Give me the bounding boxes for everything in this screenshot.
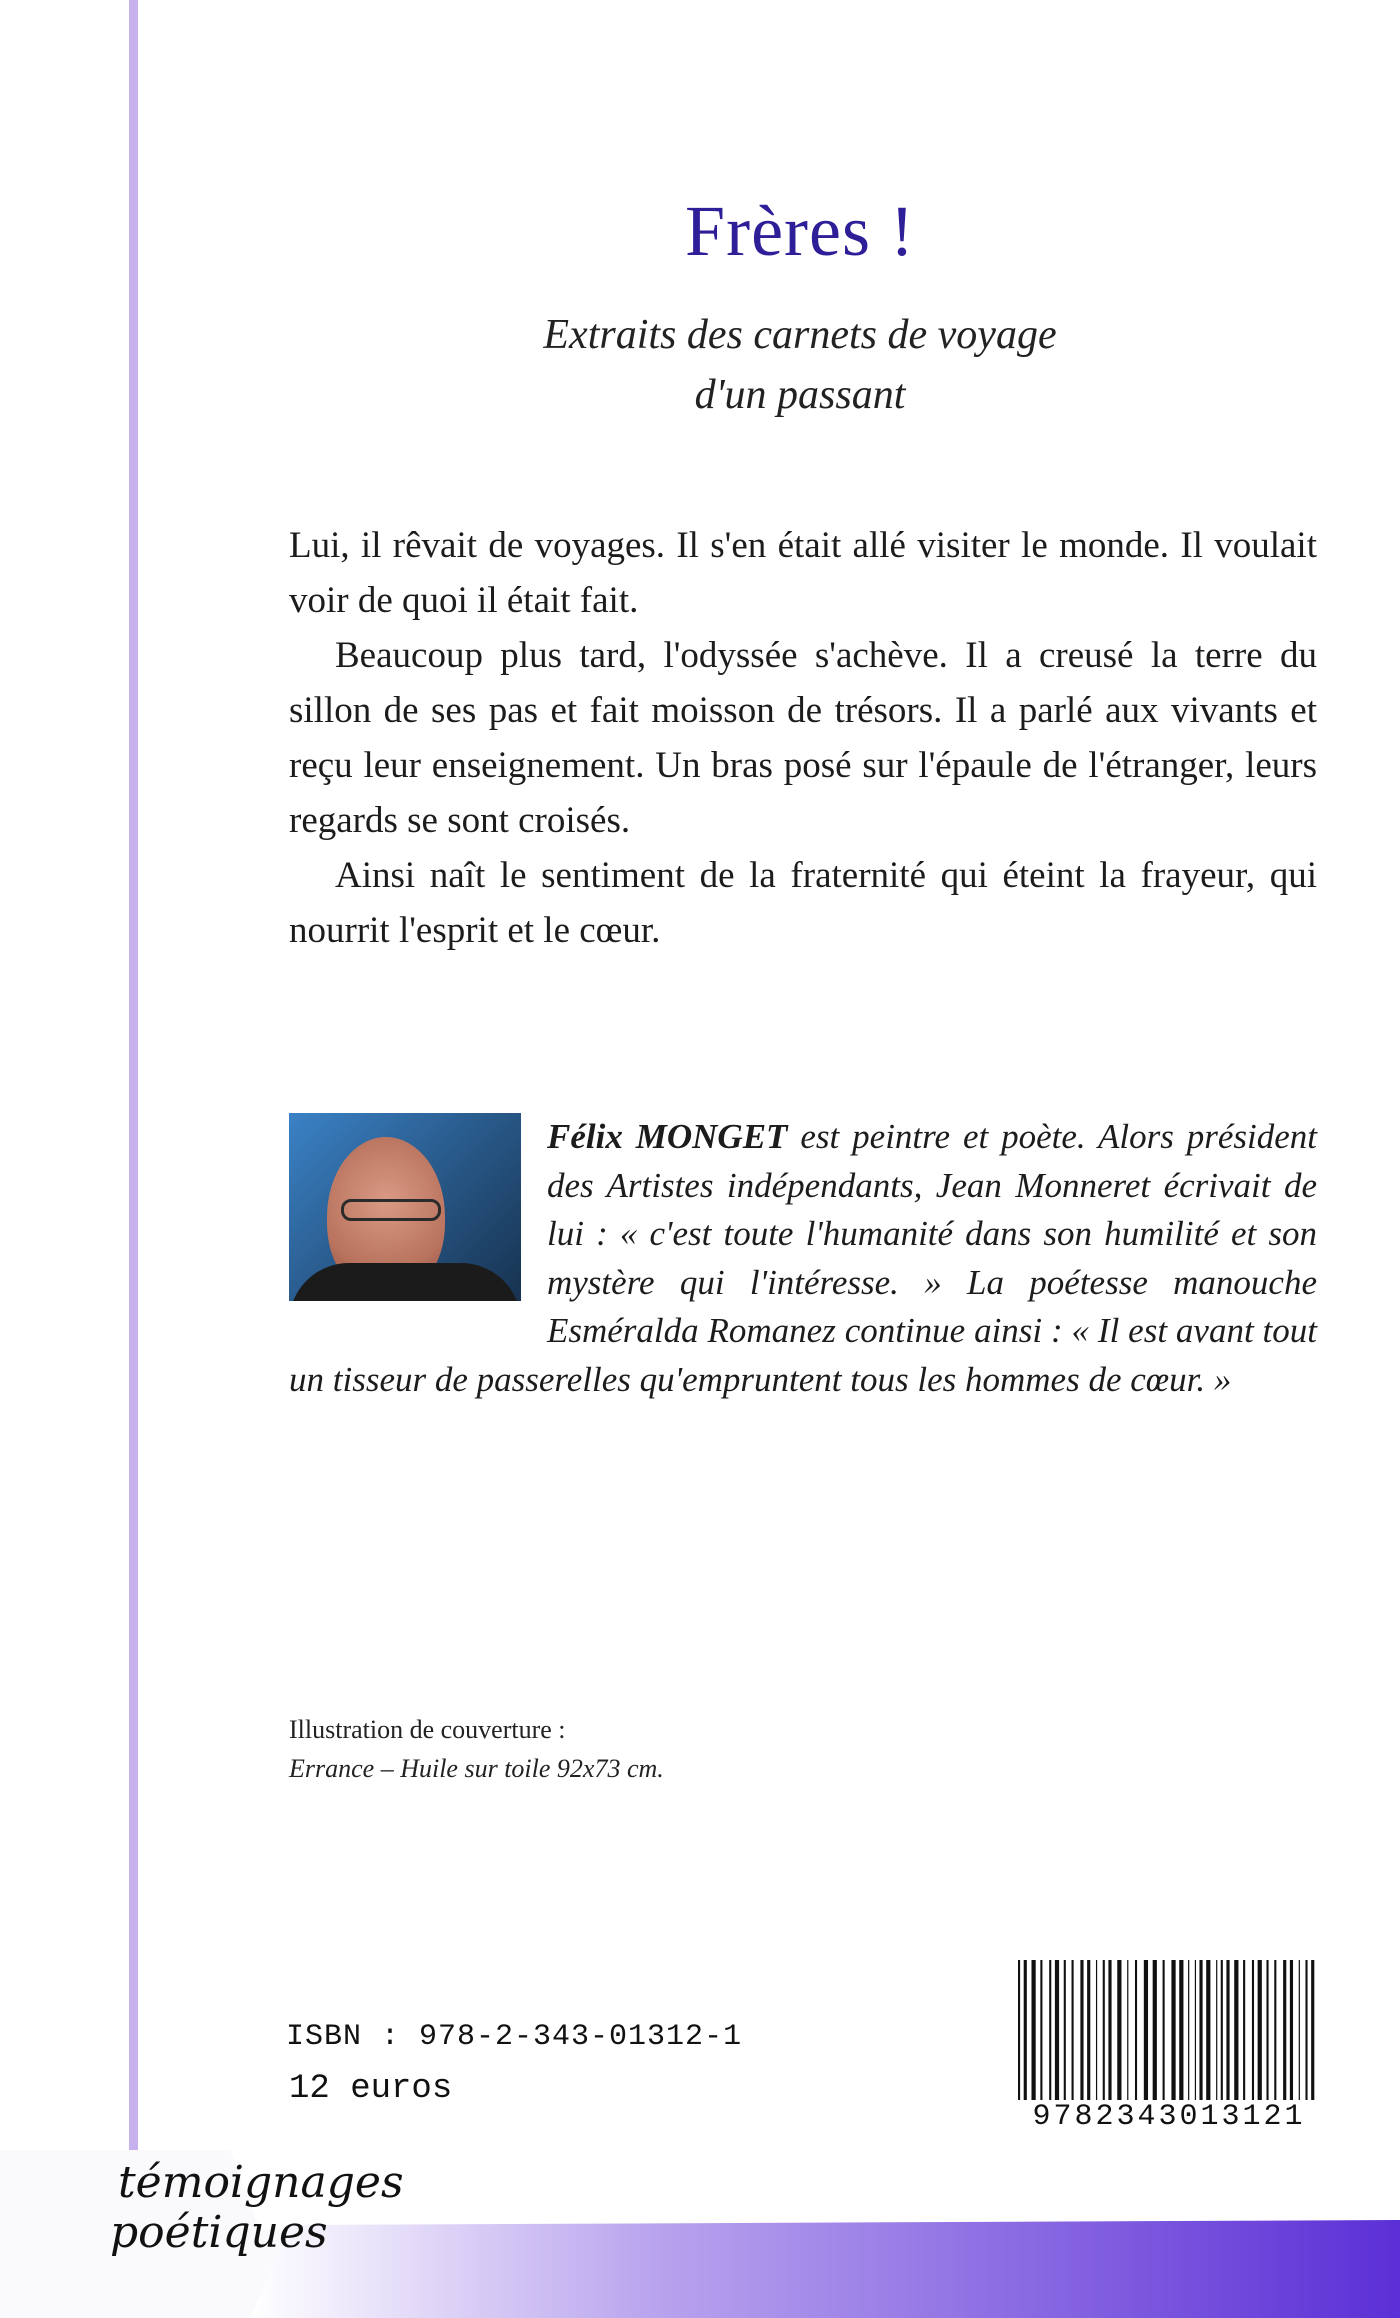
author-bio [289, 1113, 1317, 1404]
barcode-bar [1243, 1960, 1245, 2100]
barcode-bar [1188, 1960, 1189, 2100]
barcode-bar [1153, 1960, 1157, 2100]
barcode-bars [1016, 1960, 1322, 2100]
barcode-bar [1040, 1960, 1042, 2100]
barcode-bar [1199, 1960, 1202, 2100]
barcode-bar [1064, 1960, 1066, 2100]
illustration-credit [289, 1710, 664, 1788]
collection-logo [110, 2157, 404, 2258]
barcode-bar [1144, 1960, 1148, 2100]
author-portrait [289, 1113, 521, 1301]
barcode-bar [1221, 1960, 1223, 2100]
barcode-bar [1055, 1960, 1059, 2100]
barcode-bar [1195, 1960, 1196, 2100]
barcode-bar [1049, 1960, 1051, 2100]
barcode-bar [1274, 1960, 1276, 2100]
price: 12 euros [289, 2070, 453, 2108]
barcode-bar [1031, 1960, 1035, 2100]
barcode-bar [1179, 1960, 1183, 2100]
subtitle-line-1: Extraits des carnets de voyage [543, 312, 1057, 358]
barcode-bar [1283, 1960, 1286, 2100]
summary-paragraph-3: Ainsi naît le sentiment de la fraternité qui éteint la frayeur, qui nourrit l'esprit et le cœur. [289, 855, 1317, 951]
collection-line-2: poétiques [110, 2207, 328, 2258]
summary-paragraph-2: Beaucoup plus tard, l'odyssée s'achève. Il a creusé la terre du sillon de ses pas et fait moisson de trésors. Il a parlé aux vivants et reçu leur enseignement. Un bras posé sur l'épaule de l'étranger, leurs regards se sont croisés. [289, 635, 1317, 841]
author-bio-text: est peintre et poète. Alors président des Artistes indépendants, Jean Monneret écrivait de lui : « c'est toute l'humanité dans son humilité et son mystère qui l'intéresse. » La poétesse manouche Esméralda Romanez continue ainsi : « Il est avant tout un tisseur de passerelles qu'empruntent tous les hommes de cœur. » [289, 1117, 1318, 1399]
barcode-bar [1305, 1960, 1307, 2100]
barcode-bar [1266, 1960, 1268, 2100]
illustration-label: Illustration de couverture : [289, 1715, 566, 1744]
barcode-bar [1163, 1960, 1165, 2100]
back-cover-summary [289, 518, 1317, 958]
barcode-bar [1234, 1960, 1238, 2100]
author-name: Félix MONGET [547, 1117, 788, 1156]
barcode [1016, 1960, 1322, 2132]
barcode-bar [1024, 1960, 1027, 2100]
footer-band-stripe [250, 2220, 1400, 2318]
isbn: ISBN : 978-2-343-01312-1 [286, 2020, 743, 2054]
barcode-bar [1135, 1960, 1137, 2100]
barcode-bar [1226, 1960, 1229, 2100]
subtitle-line-2: d'un passant [694, 372, 906, 418]
barcode-bar [1072, 1960, 1074, 2100]
portrait-shirt [289, 1263, 521, 1301]
barcode-digits: 9782343013121 [1032, 2100, 1306, 2134]
illustration-work: Errance – Huile sur toile 92x73 cm. [289, 1754, 664, 1783]
summary-paragraph-1: Lui, il rêvait de voyages. Il s'en était allé visiter le monde. Il voulait voir de quoi il était fait. [289, 525, 1317, 621]
barcode-bar [1087, 1960, 1090, 2100]
book-title: Frères ! [685, 191, 915, 271]
barcode-bar [1117, 1960, 1121, 2100]
barcode-bar [1252, 1960, 1254, 2100]
collection-line-1: témoignages [118, 2157, 404, 2208]
barcode-bar [1216, 1960, 1217, 2100]
barcode-bar [1290, 1960, 1293, 2100]
barcode-bar [1299, 1960, 1300, 2100]
barcode-bar [1018, 1960, 1020, 2100]
barcode-bar [1080, 1960, 1083, 2100]
barcode-bar [1096, 1960, 1097, 2100]
barcode-bar [1206, 1960, 1210, 2100]
barcode-bar [1108, 1960, 1111, 2100]
barcode-bar [1311, 1960, 1314, 2100]
barcode-bar [1103, 1960, 1105, 2100]
barcode-bar [1127, 1960, 1128, 2100]
barcode-bar [1171, 1960, 1175, 2100]
portrait-glasses [341, 1199, 441, 1221]
book-subtitle [0, 305, 1400, 425]
barcode-bar [1258, 1960, 1262, 2100]
